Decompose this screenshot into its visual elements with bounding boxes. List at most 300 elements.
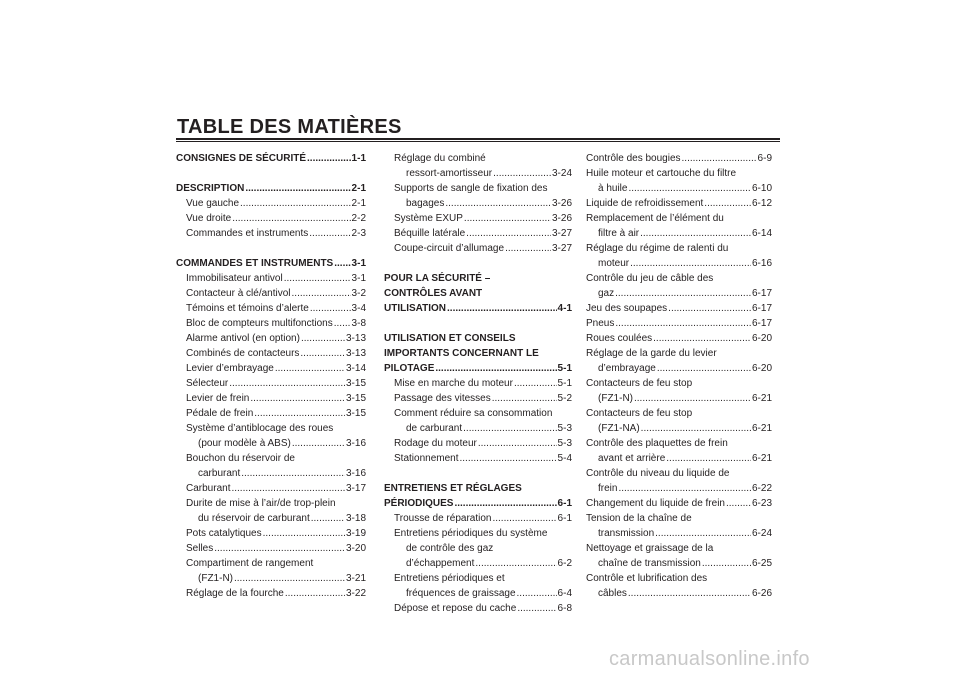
dot-leader [234,571,345,586]
toc-entry-line [186,301,366,316]
toc-entry-line [176,256,366,271]
toc-entry-line [586,346,772,361]
toc-page-number: 6-14 [751,228,772,239]
toc-entry-line [186,331,366,346]
toc-page-number: 6-10 [751,183,772,194]
dot-leader [231,481,345,496]
toc-entry-label: Béquille latérale [394,228,466,239]
toc-entry-label: Entretiens périodiques et [394,573,505,584]
toc-entry[interactable] [186,301,366,316]
toc-entry[interactable] [394,526,572,571]
dot-leader [263,526,345,541]
toc-entry-line [586,226,772,241]
toc-entry-line [394,421,572,436]
dot-leader [640,226,751,241]
watermark: carmanualsonline.info [609,648,810,670]
toc-page-number: 4-1 [557,303,572,314]
toc-entry-line [186,586,366,601]
toc-entry[interactable] [586,571,772,601]
toc-page-number: 6-23 [751,498,772,509]
toc-entry-label: COMMANDES ET INSTRUMENTS [176,258,334,269]
toc-entry-label: Levier d’embrayage [186,363,274,374]
toc-entry-line [186,361,366,376]
toc-entry-line [186,556,366,571]
toc-entry-line [394,601,572,616]
toc-page-number: 6-26 [751,588,772,599]
dot-leader [301,331,345,346]
section-gap [384,466,572,481]
toc-page-number: 3-13 [345,348,366,359]
toc-entry-label: Remplacement de l’élément du [586,213,724,224]
toc-entry-label: Huile moteur et cartouche du filtre [586,168,737,179]
toc-page-number: 3-13 [345,333,366,344]
toc-entry-label: UTILISATION ET CONSEILS [384,333,516,344]
dot-leader [460,451,557,466]
toc-entry-line [394,181,572,196]
toc-entry-line [384,331,572,346]
toc-entry-label: de contrôle des gaz [406,543,494,554]
toc-entry[interactable] [586,466,772,496]
toc-entry-line [586,541,772,556]
toc-entry[interactable] [586,241,772,271]
toc-section-heading[interactable] [176,256,366,271]
toc-entry-line [186,466,366,481]
toc-page-number: 5-1 [557,363,572,374]
toc-entry[interactable] [186,211,366,226]
toc-page-number: 3-15 [345,378,366,389]
toc-page-number: 3-15 [345,393,366,404]
toc-entry[interactable] [186,526,366,541]
toc-entry-line [394,511,572,526]
toc-entry-label: gaz [598,288,615,299]
toc-entry-label: Vue droite [186,213,232,224]
toc-page-number: 1-1 [351,153,366,164]
toc-page-number: 6-17 [751,318,772,329]
toc-entry-line [186,391,366,406]
toc-entry-line [186,511,366,526]
dot-leader [307,151,351,166]
toc-entry-line [586,376,772,391]
toc-entry[interactable] [394,226,572,241]
toc-section-heading[interactable] [384,331,572,376]
toc-entry[interactable] [394,151,572,181]
dot-leader [463,421,556,436]
toc-page-number: 6-21 [751,453,772,464]
toc-page-number: 2-1 [351,183,366,194]
toc-entry[interactable] [186,496,366,526]
toc-page-number: 5-3 [557,423,572,434]
toc-entry-label: Entretiens périodiques du système [394,528,548,539]
toc-entry[interactable] [586,316,772,331]
toc-entry-line [176,151,366,166]
toc-entry[interactable] [394,391,572,406]
toc-entry[interactable] [586,331,772,346]
toc-entry-line [186,316,366,331]
toc-entry-line [384,346,572,361]
toc-page-number: 3-19 [345,528,366,539]
toc-entry-line [586,331,772,346]
dot-leader [478,436,557,451]
toc-entry-label: Pédale de frein [186,408,254,419]
toc-entry-label: PÉRIODIQUES [384,498,454,509]
toc-page-number: 3-27 [551,243,572,254]
toc-entry-line [186,496,366,511]
dot-leader [666,451,751,466]
toc-entry[interactable] [186,421,366,451]
toc-page-number: 3-26 [551,213,572,224]
toc-page-number: 6-24 [751,528,772,539]
toc-page-number: 6-9 [757,153,772,164]
toc-entry-label: DESCRIPTION [176,183,245,194]
toc-entry-line [586,241,772,256]
toc-page-number: 5-2 [557,393,572,404]
toc-page-number: 6-17 [751,288,772,299]
toc-entry-line [586,181,772,196]
toc-entry-label: Jeu des soupapes [586,303,668,314]
dot-leader [682,151,757,166]
toc-entry-line [186,541,366,556]
section-gap [176,166,366,181]
toc-entry-label: UTILISATION [384,303,447,314]
toc-entry-line [394,556,572,571]
toc-entry-line [586,196,772,211]
toc-entry-label: Contacteurs de feu stop [586,408,693,419]
toc-entry-label: Mise en marche du moteur [394,378,513,389]
toc-entry-line [586,436,772,451]
toc-entry[interactable] [586,196,772,211]
toc-entry[interactable] [394,436,572,451]
toc-entry-label: Selles [186,543,214,554]
toc-entry[interactable] [586,301,772,316]
dot-leader [641,421,751,436]
toc-entry-line [586,451,772,466]
section-gap [384,256,572,271]
toc-entry-label: Réglage du combiné [394,153,486,164]
toc-entry-label: Réglage de la fourche [186,588,284,599]
toc-entry[interactable] [186,286,366,301]
toc-entry[interactable] [586,376,772,406]
toc-page-number: 6-8 [557,603,572,614]
toc-entry-label: Sélecteur [186,378,229,389]
toc-entry-label: moteur [598,258,630,269]
dot-leader [311,511,345,526]
dot-leader [702,556,751,571]
toc-page-number: 6-21 [751,423,772,434]
toc-column-2 [384,151,572,616]
toc-entry-label: Bouchon du réservoir de [186,453,295,464]
dot-leader [240,196,351,211]
toc-page-number: 6-16 [751,258,772,269]
toc-entry-line [394,586,572,601]
toc-entry-label: Alarme antivol (en option) [186,333,300,344]
toc-entry-line [586,406,772,421]
dot-leader [628,181,751,196]
toc-entry-line [384,481,572,496]
toc-entry-label: Bloc de compteurs multifonctions [186,318,333,329]
dot-leader [615,316,751,331]
toc-entry-label: de carburant [406,423,463,434]
toc-entry-label: Rodage du moteur [394,438,477,449]
toc-entry[interactable] [186,226,366,241]
toc-section-heading[interactable] [176,151,366,166]
toc-entry-line [394,541,572,556]
title-rule [176,138,780,140]
dot-leader [254,406,345,421]
toc-entry[interactable] [186,331,366,346]
toc-entry-label: PILOTAGE [384,363,435,374]
dot-leader [229,376,345,391]
toc-entry-line [394,226,572,241]
toc-entry-line [586,361,772,376]
toc-page-number: 6-22 [751,483,772,494]
dot-leader [634,391,751,406]
toc-entry-label: Comment réduire sa consommation [394,408,553,419]
toc-entry[interactable] [586,436,772,466]
toc-entry[interactable] [394,211,572,226]
toc-entry-line [186,346,366,361]
toc-entry-line [394,391,572,406]
dot-leader [475,556,556,571]
toc-entry-line [186,226,366,241]
toc-entry-label: Contacteurs de feu stop [586,378,693,389]
toc-entry-line [586,481,772,496]
toc-entry[interactable] [186,391,366,406]
toc-entry[interactable] [186,586,366,601]
toc-entry-line [586,151,772,166]
dot-leader [615,286,751,301]
dot-leader [334,316,351,331]
toc-page-number: 3-1 [351,273,366,284]
toc-entry-line [394,526,572,541]
toc-entry[interactable] [186,406,366,421]
dot-leader [275,361,345,376]
section-gap [384,316,572,331]
toc-page-number: 6-1 [557,513,572,524]
toc-page-number: 3-27 [551,228,572,239]
toc-entry[interactable] [394,511,572,526]
toc-entry-label: IMPORTANTS CONCERNANT LE [384,348,539,359]
dot-leader [492,391,557,406]
dot-leader [655,526,751,541]
dot-leader [232,211,350,226]
toc-entry-line [586,316,772,331]
toc-entry-label: Contrôle des bougies [586,153,681,164]
toc-page-number: 6-12 [751,198,772,209]
toc-entry[interactable] [586,406,772,436]
toc-page-number: 3-1 [351,258,366,269]
toc-page-number: 5-3 [557,438,572,449]
toc-entry-label: Réglage de la garde du levier [586,348,717,359]
toc-entry-line [384,286,572,301]
toc-page-number: 3-24 [551,168,572,179]
dot-leader [514,376,557,391]
toc-entry-line [586,256,772,271]
toc-page-number: 5-4 [557,453,572,464]
toc-entry[interactable] [586,211,772,241]
toc-column-3 [586,151,772,601]
dot-leader [435,361,556,376]
toc-entry[interactable] [186,556,366,586]
toc-entry-line [394,241,572,256]
toc-entry-label: ressort-amortisseur [406,168,493,179]
toc-entry-line [394,196,572,211]
toc-page-number: 2-1 [351,198,366,209]
dot-leader [517,586,557,601]
dot-leader [245,181,350,196]
toc-page-number: 3-22 [345,588,366,599]
toc-entry[interactable] [586,271,772,301]
toc-entry[interactable] [186,346,366,361]
toc-entry-line [586,286,772,301]
toc-entry[interactable] [586,346,772,376]
page-title: TABLE DES MATIÈRES [177,116,402,138]
toc-entry-line [586,421,772,436]
toc-entry-line [586,586,772,601]
toc-entry[interactable] [586,496,772,511]
toc-entry[interactable] [586,511,772,541]
toc-page-number: 6-17 [751,303,772,314]
toc-entry-label: Stationnement [394,453,459,464]
toc-entry-label: fréquences de graissage [406,588,516,599]
toc-entry-label: ENTRETIENS ET RÉGLAGES [384,483,522,494]
dot-leader [309,226,350,241]
toc-entry-line [586,526,772,541]
toc-entry-label: Contrôle du niveau du liquide de [586,468,730,479]
toc-entry[interactable] [186,481,366,496]
dot-leader [628,586,751,601]
toc-entry-label: Compartiment de rangement [186,558,314,569]
toc-page-number: 3-16 [345,438,366,449]
toc-page-number: 6-1 [557,498,572,509]
toc-entry[interactable] [186,451,366,481]
toc-entry[interactable] [586,541,772,571]
dot-leader [310,301,351,316]
dot-leader [250,391,345,406]
toc-entry[interactable] [186,361,366,376]
toc-entry-label: Témoins et témoins d’alerte [186,303,309,314]
toc-page-number: 3-18 [345,513,366,524]
dot-leader [214,541,345,556]
toc-entry-label: Trousse de réparation [394,513,492,524]
toc-entry[interactable] [186,196,366,211]
toc-entry-line [394,451,572,466]
section-gap [176,241,366,256]
toc-entry[interactable] [394,241,572,256]
toc-entry-line [186,196,366,211]
toc-entry[interactable] [394,451,572,466]
toc-entry-label: bagages [406,198,445,209]
toc-entry-label: frein [598,483,618,494]
toc-page-number: 3-15 [345,408,366,419]
toc-entry[interactable] [186,541,366,556]
toc-entry-label: carburant [198,468,241,479]
toc-entry-line [394,436,572,451]
toc-entry-label: Commandes et instruments [186,228,309,239]
dot-leader [445,196,551,211]
toc-entry[interactable] [394,376,572,391]
dot-leader [334,256,350,271]
dot-leader [630,256,751,271]
dot-leader [292,286,351,301]
toc-page-number: 2-3 [351,228,366,239]
toc-entry-line [586,466,772,481]
toc-entry-line [186,571,366,586]
toc-page-number: 2-2 [351,213,366,224]
toc-entry-label: Contacteur à clé/antivol [186,288,291,299]
toc-page-number: 3-16 [345,468,366,479]
toc-entry-label: Changement du liquide de frein [586,498,725,509]
toc-entry[interactable] [186,316,366,331]
toc-page-number: 3-4 [351,303,366,314]
toc-entry-line [586,211,772,226]
toc-page-number: 6-25 [751,558,772,569]
toc-entry[interactable] [394,601,572,616]
toc-entry-line [586,496,772,511]
toc-page-number: 6-4 [557,588,572,599]
toc-entry[interactable] [586,151,772,166]
dot-leader [292,436,345,451]
dot-leader [300,346,345,361]
toc-entry-label: Pneus [586,318,615,329]
toc-entry-label: transmission [598,528,655,539]
toc-section-heading[interactable] [384,271,572,316]
dot-leader [285,586,345,601]
toc-entry-label: Levier de frein [186,393,250,404]
toc-entry-label: CONSIGNES DE SÉCURITÉ [176,153,307,164]
title-rule-thin [176,141,780,142]
toc-entry-label: CONTRÔLES AVANT [384,288,483,299]
toc-section-heading[interactable] [384,481,572,511]
dot-leader [704,196,751,211]
toc-entry-line [394,376,572,391]
toc-entry-label: Vue gauche [186,198,240,209]
toc-entry[interactable] [394,406,572,436]
toc-entry-label: Carburant [186,483,231,494]
toc-entry-line [384,271,572,286]
dot-leader [618,481,751,496]
toc-entry-label: à huile [598,183,628,194]
toc-entry[interactable] [394,181,572,211]
toc-entry-line [394,571,572,586]
toc-entry-label: filtre à air [598,228,640,239]
toc-entry[interactable] [186,271,366,286]
toc-entry-label: (FZ1-N) [198,573,233,584]
toc-entry[interactable] [586,166,772,196]
dot-leader [241,466,345,481]
toc-entry-label: d’embrayage [598,363,656,374]
toc-entry-line [586,166,772,181]
toc-entry-line [394,166,572,181]
toc-entry-line [394,211,572,226]
toc-entry-label: Pots catalytiques [186,528,262,539]
toc-entry-line [586,511,772,526]
dot-leader [492,511,556,526]
toc-entry-label: Supports de sangle de fixation des [394,183,548,194]
toc-entry[interactable] [186,376,366,391]
dot-leader [517,601,556,616]
toc-section-heading[interactable] [176,181,366,196]
dot-leader [653,331,751,346]
toc-entry-label: (pour modèle à ABS) [198,438,291,449]
toc-entry-line [186,421,366,436]
toc-entry[interactable] [394,571,572,601]
toc-entry-line [186,271,366,286]
toc-entry-label: avant et arrière [598,453,666,464]
toc-entry-line [586,271,772,286]
toc-page-number: 3-2 [351,288,366,299]
toc-entry-label: Contrôle des plaquettes de frein [586,438,728,449]
toc-column-1 [176,151,366,601]
